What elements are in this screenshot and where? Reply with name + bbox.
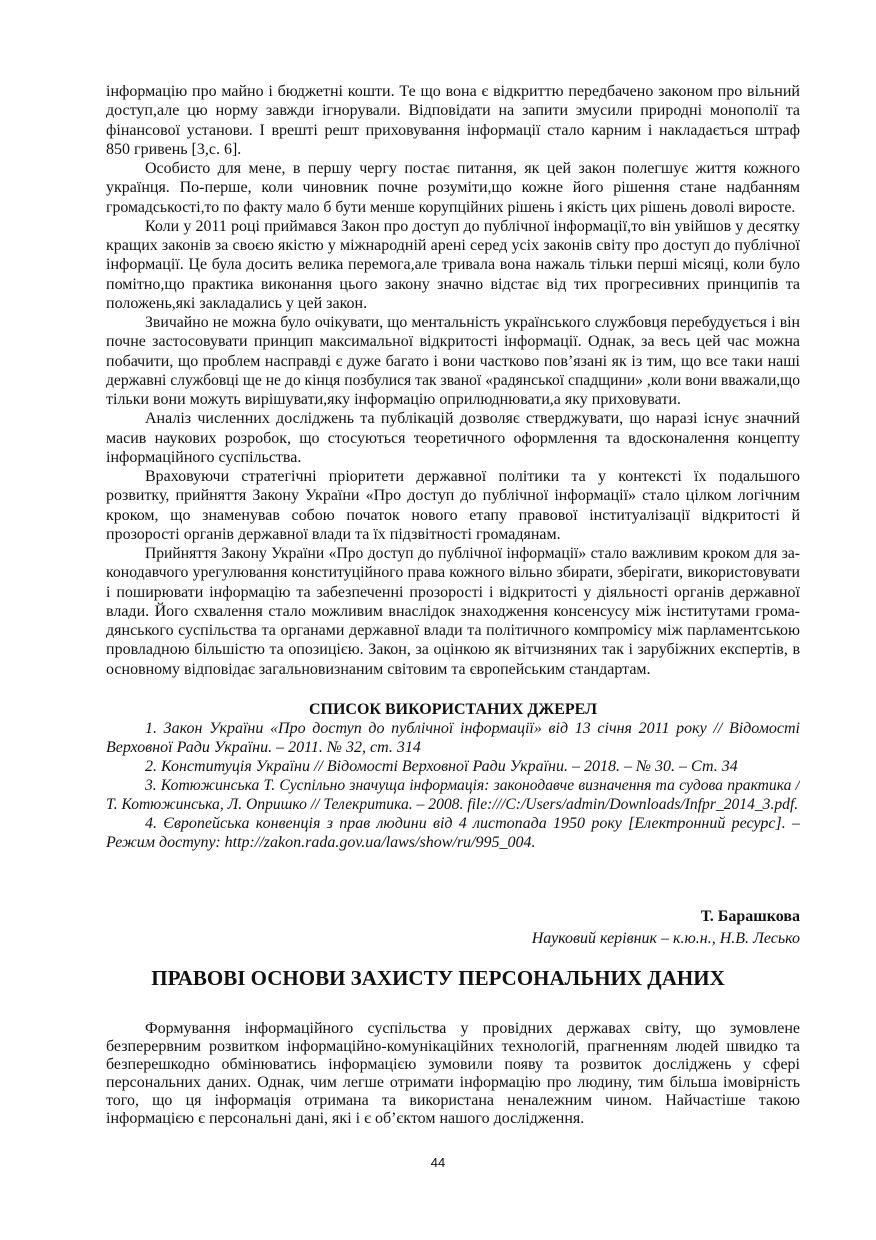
reference-line: Верховної Ради України. – 2011. № 32, ст. 314 (106, 739, 421, 756)
paragraph-line: інформацією є персональні дані, які і є об’єктом нашого дослідження. (106, 1110, 585, 1127)
paragraph-line: помітно,що практика виконання цього закону значно відстає від тих прогресивних принципів та (106, 275, 800, 293)
paragraph-line: безперешкодно обмінюватись інформацією зумовили появу та розвиток досліджень у сфері (106, 1056, 800, 1073)
reference-line: Режим доступу: http://zakon.rada.gov.ua/laws/show/ru/995_004. (106, 834, 536, 851)
references-section (106, 700, 800, 852)
reference-line: 4. Європейська конвенція з прав людини від 4 листопада 1950 року [Електронний ресурс]. – (145, 815, 800, 832)
paragraph-line: Формування інформаційного суспільства у провідних державах світу, що зумовлене (145, 1020, 800, 1037)
paragraph-line: Особисто для мене, в першу чергу постає питання, як цей закон полегшує життя кожного (145, 160, 800, 177)
paragraph-line: кроком, що знаменував собою початок нового етапу правової інституалізації відкритості й (106, 506, 800, 524)
paragraph-line: фінансової установи. І врешті решт приховування інформації стало карним і накладається штраф (106, 121, 800, 139)
paragraph-line: основному відповідає загальновизнаним світовим та європейським стандартам. (106, 660, 651, 678)
paragraph-line: 850 гривень [3,с. 6]. (106, 140, 242, 158)
paragraph-line: положень,які закладались у цей закон. (106, 294, 368, 312)
references-heading: СПИСОК ВИКОРИСТАНИХ ДЖЕРЕЛ (308, 701, 598, 718)
paragraph-line: інформації. Це була досить велика перемога,але тривала вона нажаль тільки перші місяці, коли було (106, 256, 800, 274)
reference-line: Т. Котюжинська, Л. Опришко // Телекритика. – 2008. file:///C:/Users/admin/Downloads/Infpr_2014_3.pdf. (106, 796, 799, 813)
article-text (106, 1020, 800, 1128)
paragraph-line: громадськості,то по факту мало б бути менше корупційних рішень і якість цих рішень доволі виросте. (106, 198, 796, 216)
supervisor: Науковий керівник – к.ю.н., Н.В. Лесько (531, 930, 800, 947)
paragraph-line: Звичайно не можна було очікувати, що ментальність українського службовця перебудується і він (145, 314, 800, 331)
reference-line: 1. Закон України «Про доступ до публічної інформації» від 13 січня 2011 року // Відомості (145, 720, 800, 737)
paragraph-line: інформацію про майно і бюджетні кошти. Те що вона є відкриттю передбачено законом про вільний (106, 83, 800, 100)
main-text (106, 82, 800, 679)
paragraph-line: кращих законів за своєю якістю у міжнародній арені серед усіх законів світу про доступ до публічної (106, 237, 800, 254)
paragraph-line: персональних даних. Однак, чим легше отримати інформацію про людину, тим більша імовірність (106, 1074, 800, 1091)
paragraph-line: розвитку, прийняття Закону України «Про доступ до публічної інформації» стало цілком логічним (106, 487, 800, 505)
paragraph-line: прозорості органів державної влади та їх підзвітності громадянам. (106, 525, 561, 543)
paragraph-line: і поширювати інформацію та забезпеченні прозорості і відкритості у діяльності органів державної (106, 583, 800, 601)
paragraph-line: Коли у 2011 році приймався Закон про доступ до публічної інформації,то він увійшов у десятку (145, 217, 800, 235)
paragraph-line: Прийняття Закону України «Про доступ до публічної інформації» стало важливим кроком для за- (145, 545, 800, 562)
paragraph-line: українця. По-перше, коли чиновник почне розуміти,що кожне його рішення стане надбанням (106, 179, 800, 197)
paragraph-line: безперервним розвитком інформаційно-комунікаційних технологій, прагненням людей швидко та (106, 1038, 800, 1055)
paragraph-line: конодавчого урегулювання конституційного права кожного вільно збирати, зберігати, використовувати (106, 564, 800, 582)
paragraph-line: державні службовці ще не до кінця позбулися так званої «радянської спадщини» ,коли вони вважали,що (106, 371, 800, 389)
paragraph-line: влади. Його схвалення стало можливим внаслідок знаходження консенсусу між інститутами грома- (106, 602, 800, 620)
paragraph-line: дянського суспільства та органами державної влади та політичного компромісу між парламентською (106, 622, 800, 639)
paragraph-line: почне застосовувати принцип максимальної відкритості інформації. Однак, за весь цей час можна (106, 333, 800, 351)
reference-line: 2. Конституція України // Відомості Верховної Ради України. – 2018. – № 30. – Ст. 34 (145, 758, 738, 775)
article-title: ПРАВОВІ ОСНОВИ ЗАХИСТУ ПЕРСОНАЛЬНИХ ДАНИХ (151, 966, 725, 990)
paragraph-line: провладною більшістю та опозицією. Закон, за оцінкою як вітчизняних так і зарубіжних експертів, в (106, 641, 800, 659)
paragraph-line: доступ,але цю норму завжди ігнорували. Відповідати на запити змусили природні монополії та (106, 102, 800, 120)
paragraph-line: тільки вони можуть вирішувати,яку інформацію оприлюднювати,а яку приховувати. (106, 391, 681, 408)
paragraph-line: масив наукових розробок, що стосуються теоретичного оформлення та вдосконалення концепту (106, 429, 800, 447)
reference-line: 3. Котюжинська Т. Суспільно значуща інформація: законодавче визначення та судова практика / (145, 777, 800, 794)
page-number: 44 (430, 1155, 446, 1170)
paragraph-line: побачити, що проблем насправді є дуже багато і вони частково пов’язані як із тим, що все таки наші (106, 352, 800, 370)
paragraph-line: Аналіз численних досліджень та публікацій дозволяє стверджувати, що наразі існує значний (145, 410, 800, 428)
paragraph-line: того, що ця інформація отримана та використана неналежним чином. Найчастіше такою (106, 1092, 800, 1109)
paragraph-line: Враховуючи стратегічні пріоритети державної політики та у контексті їх подальшого (145, 468, 800, 485)
paragraph-line: інформаційного суспільства. (106, 448, 302, 466)
author-name: Т. Барашкова (700, 908, 800, 925)
